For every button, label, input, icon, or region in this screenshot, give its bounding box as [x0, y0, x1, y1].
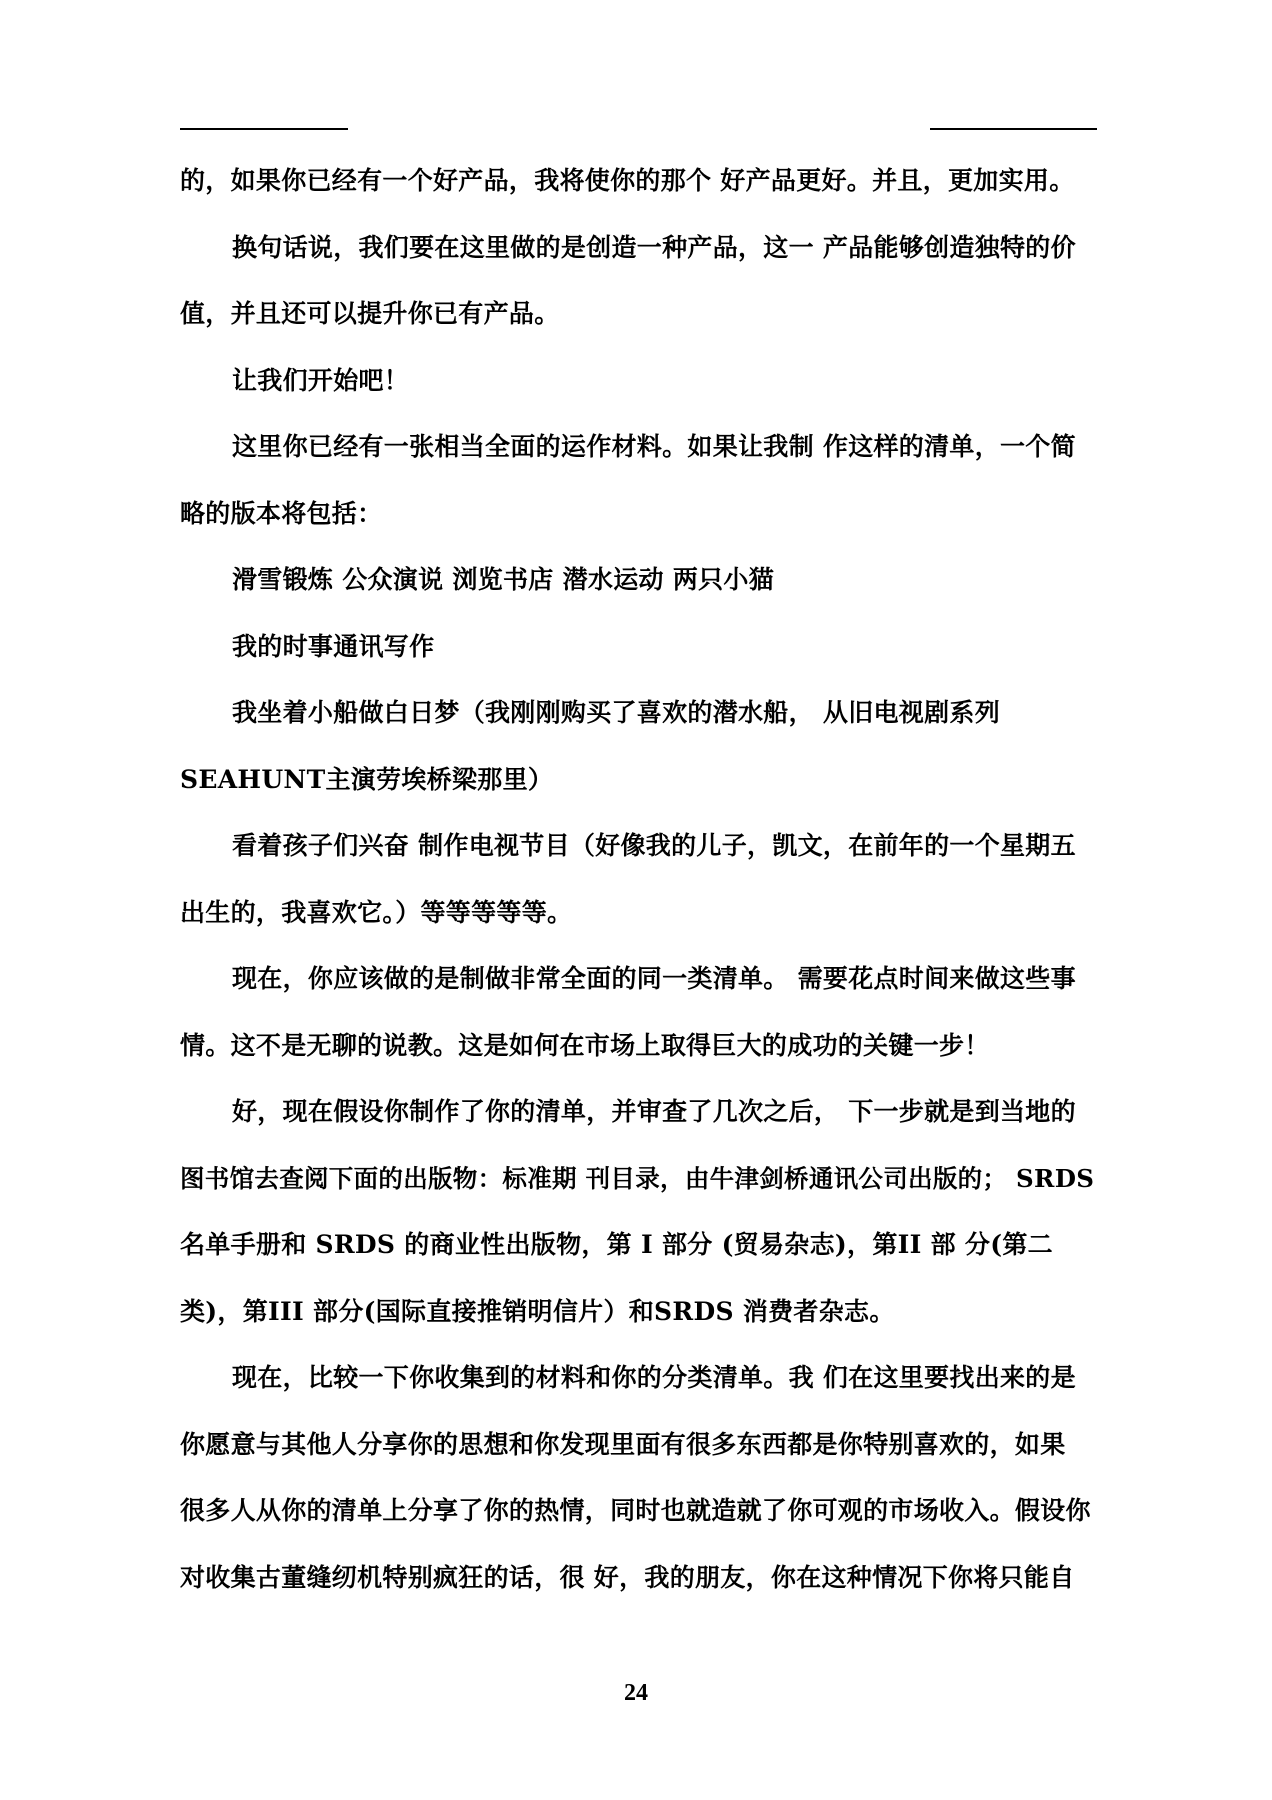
page-number: 24 [624, 1680, 648, 1706]
text-line: 现在，你应该做的是制做非常全面的同一类清单。 需要花点时间来做这些事 [232, 964, 1076, 993]
text-line: 好，现在假设你制作了你的清单，并审查了几次之后， 下一步就是到当地的 [232, 1097, 1076, 1126]
text-line: SEAHUNT主演劳埃桥梁那里） [180, 764, 554, 794]
text-line: 情。这不是无聊的说教。这是如何在市场上取得巨大的成功的关键一步！ [180, 1030, 990, 1060]
text-line: 你愿意与其他人分享你的思想和你发现里面有很多东西都是你特别喜欢的，如果 [180, 1429, 1066, 1459]
text-line: 略的版本将包括： [180, 498, 383, 528]
header-rule-left [180, 128, 348, 130]
text-line: 名单手册和 SRDS 的商业性出版物，第 I 部分 (贸易杂志)，第II 部 分(第二 [180, 1230, 1053, 1259]
text-line: 我的时事通讯写作 [232, 631, 435, 661]
text-line: 现在，比较一下你收集到的材料和你的分类清单。我 们在这里要找出来的是 [232, 1363, 1076, 1392]
text-line: 很多人从你的清单上分享了你的热情，同时也就造就了你可观的市场收入。假设你 [180, 1496, 1091, 1525]
text-line: 的，如果你已经有一个好产品，我将使你的那个 好产品更好。并且，更加实用。 [180, 166, 1075, 195]
text-line: 让我们开始吧！ [232, 365, 410, 395]
text-line: 换句话说，我们要在这里做的是创造一种产品，这一 产品能够创造独特的价 [232, 232, 1076, 262]
text-line: 图书馆去查阅下面的出版物：标准期 刊目录，由牛津剑桥通讯公司出版的； SRDS [180, 1163, 1095, 1193]
text-line: 出生的，我喜欢它。）等等等等等。 [180, 897, 573, 927]
text-line: 类)，第III 部分(国际直接推销明信片）和SRDS 消费者杂志。 [180, 1296, 895, 1326]
header-rule-right [930, 128, 1097, 130]
text-line: 对收集古董缝纫机特别疯狂的话，很 好，我的朋友，你在这种情况下你将只能自 [180, 1562, 1075, 1592]
text-line: 滑雪锻炼 公众演说 浏览书店 潜水运动 两只小猫 [232, 565, 775, 594]
document-body [180, 165, 1098, 1628]
text-line: 我坐着小船做白日梦（我刚刚购买了喜欢的潜水船， 从旧电视剧系列 [232, 698, 1001, 727]
text-line: 看着孩子们兴奋 制作电视节目（好像我的儿子，凯文，在前年的一个星期五 [232, 831, 1076, 860]
text-line: 值，并且还可以提升你已有产品。 [180, 299, 560, 328]
text-line: 这里你已经有一张相当全面的运作材料。如果让我制 作这样的清单，一个简 [232, 432, 1076, 461]
